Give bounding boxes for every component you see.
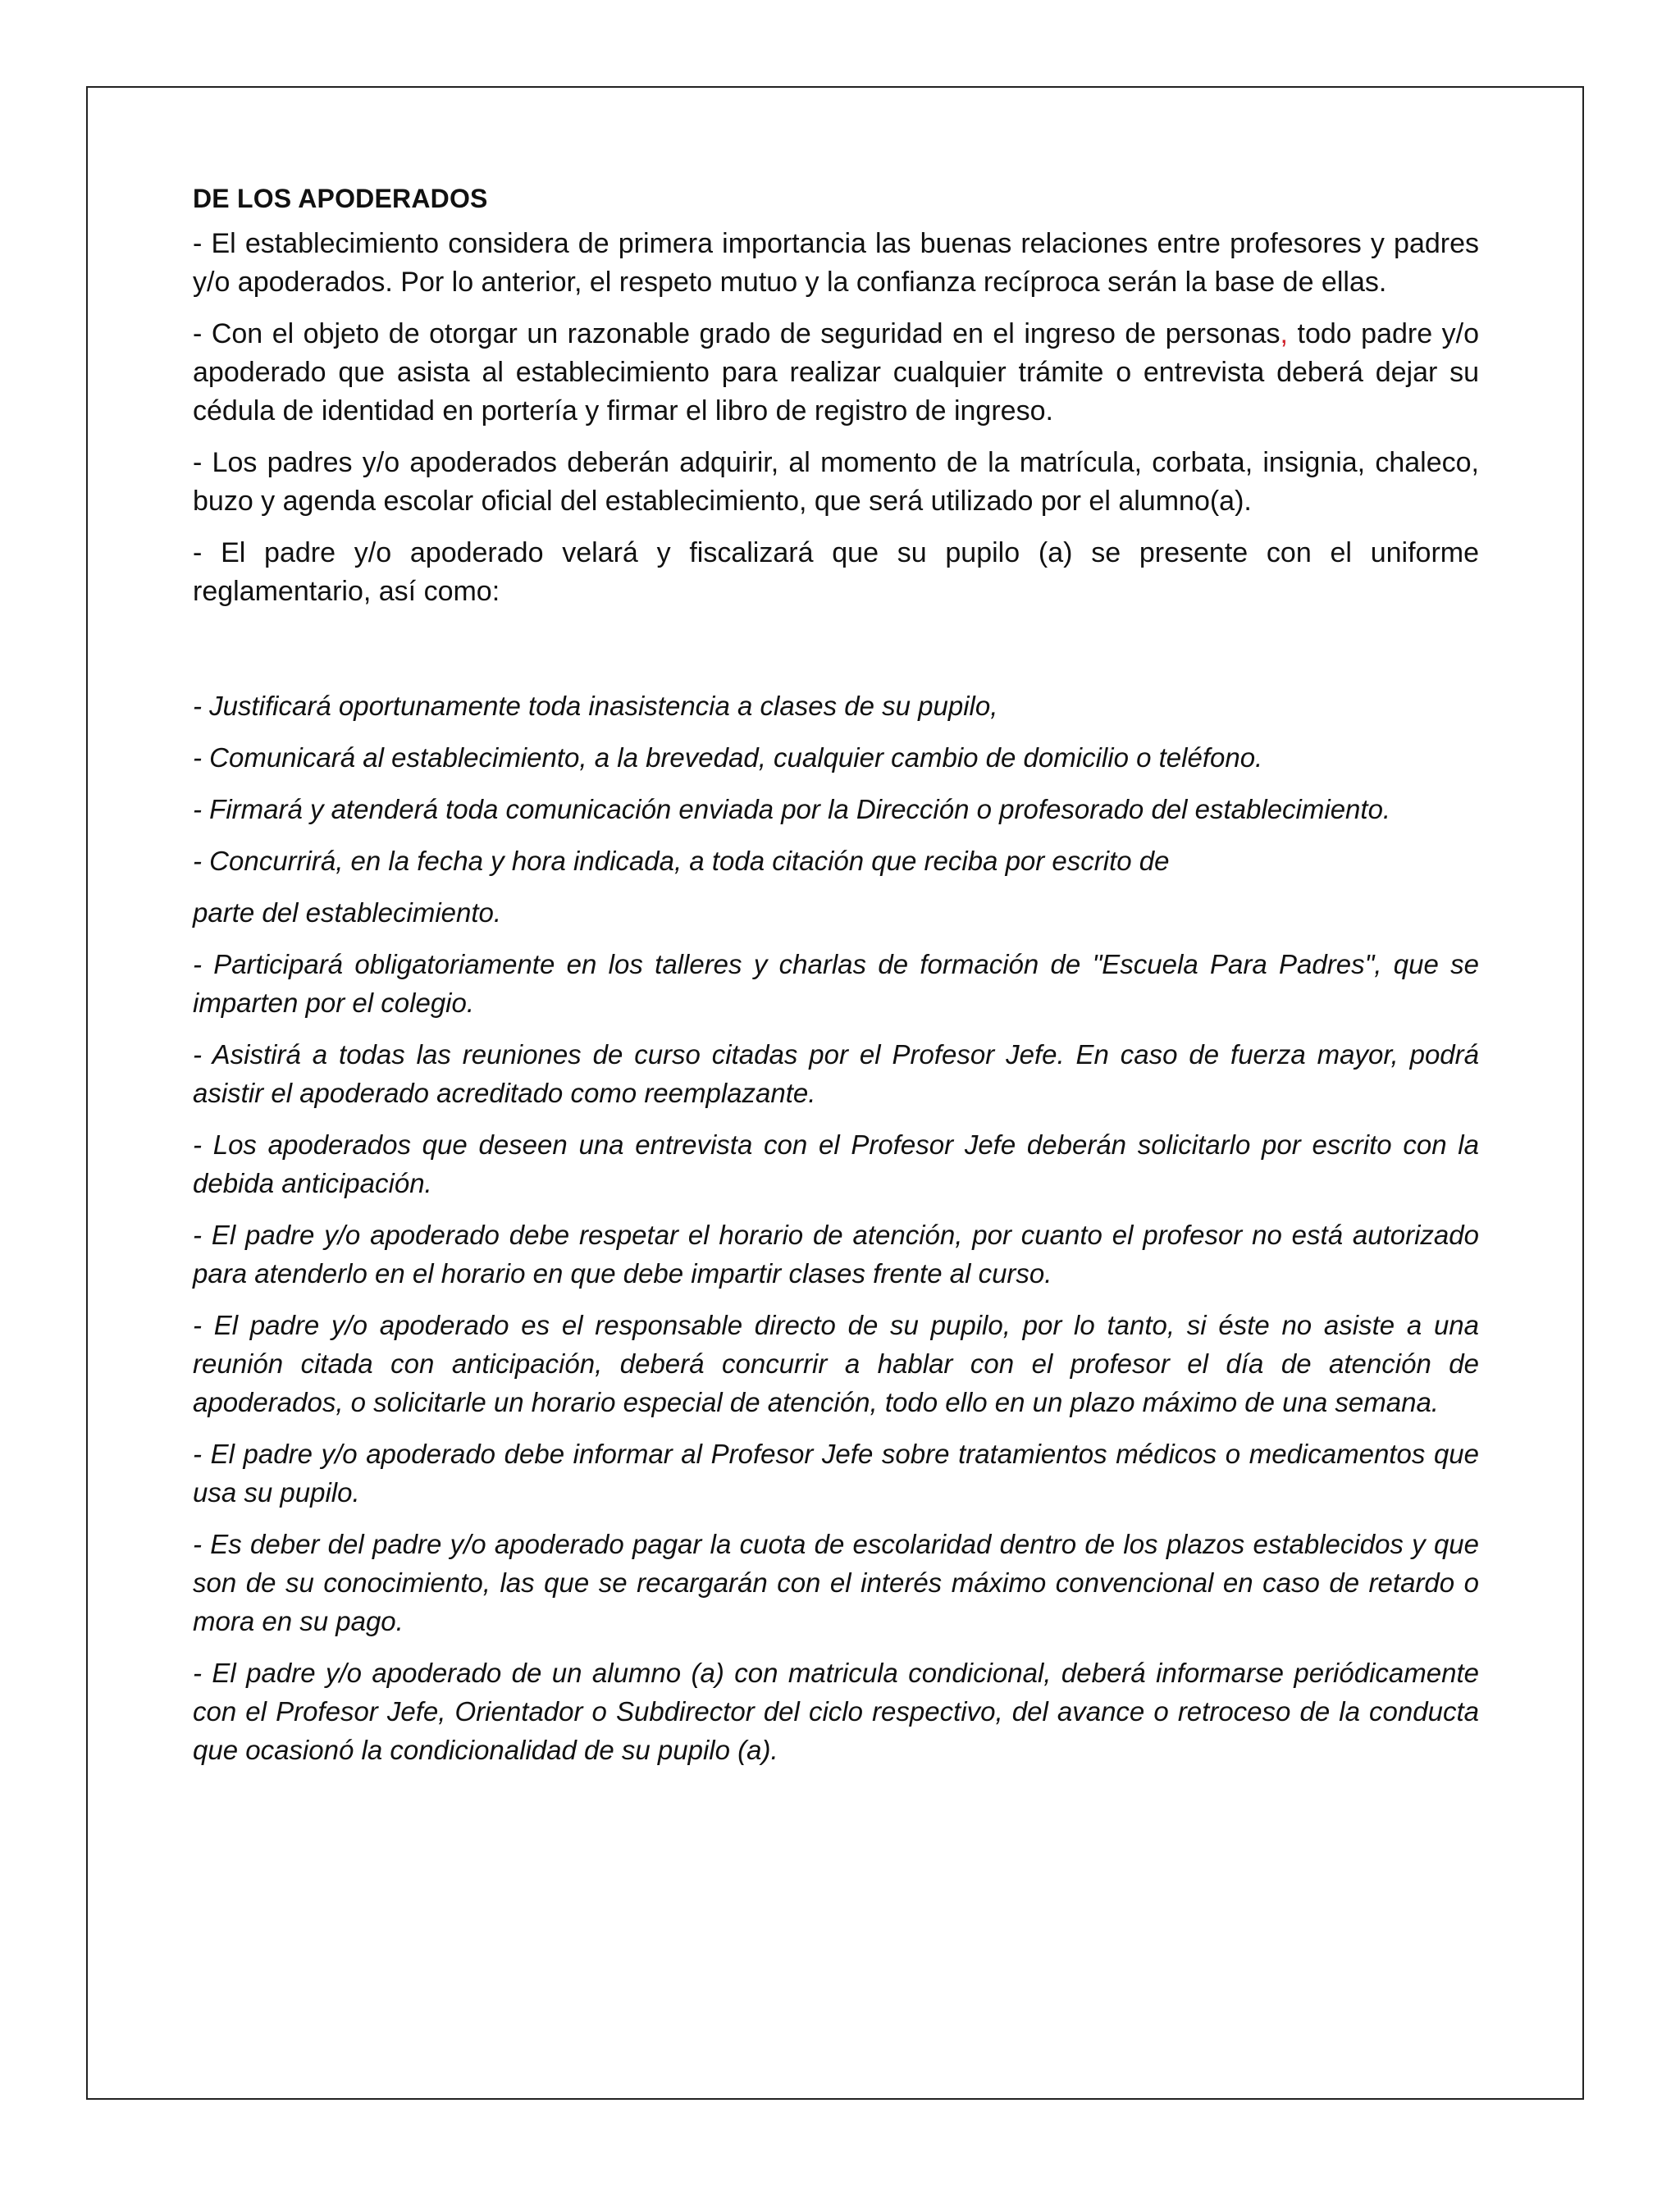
duty-item-communications: - Firmará y atenderá toda comunicación enviada por la Dirección o profesorado del establecimiento. <box>193 794 1391 824</box>
section-heading: DE LOS APODERADOS <box>193 184 488 213</box>
paragraph-relations: - El establecimiento considera de primera importancia las buenas relaciones entre profesores y padres y/o apoderados. Por lo anterior, el respeto mutuo y la confianza recíproca serán la base de ellas. <box>193 228 1479 298</box>
paragraph-uniform-oversight: - El padre y/o apoderado velará y fiscalizará que su pupilo (a) se presente con el uniforme reglamentario, así como: <box>193 537 1479 607</box>
paragraph-security-text: - Con el objeto de otorgar un razonable grado de seguridad en el ingreso de personas <box>193 318 1281 349</box>
duty-item-medical: - El padre y/o apoderado debe informar al Profesor Jefe sobre tratamientos médicos o medicamentos que usa su pupilo. <box>193 1439 1479 1508</box>
document-body <box>193 180 1479 1782</box>
duty-item-conditional: - El padre y/o apoderado de un alumno (a) con matricula condicional, deberá informarse periódicamente con el Profesor Jefe, Orientador o Subdirector del ciclo respectivo, del avance o retroceso de la conducta que ocasionó la condicionalidad de su pupilo (a). <box>193 1658 1479 1765</box>
paragraph-uniform-items: - Los padres y/o apoderados deberán adquirir, al momento de la matrícula, corbata, insignia, chaleco, buzo y agenda escolar oficial del establecimiento, que será utilizado por el alumno(a). <box>193 447 1479 517</box>
duty-item-contact-change: - Comunicará al establecimiento, a la brevedad, cualquier cambio de domicilio o teléfono. <box>193 742 1263 773</box>
spacer <box>193 624 1479 687</box>
duty-item-absence: - Justificará oportunamente toda inasistencia a clases de su pupilo, <box>193 691 998 721</box>
duty-item-schedule: - El padre y/o apoderado debe respetar el horario de atención, por cuanto el profesor no está autorizado para atenderlo en el horario en que debe impartir clases frente al curso. <box>193 1220 1479 1289</box>
paragraph-security-text-cont: todo padre y/o apoderado que asista al establecimiento para realizar cualquier trámite o entrevista deberá dejar su cédula de identidad en portería y firmar el libro de registro de ingreso. <box>193 318 1479 427</box>
highlighted-comma: , <box>1280 318 1298 349</box>
duty-item-interview: - Los apoderados que deseen una entrevista con el Profesor Jefe deberán solicitarlo por escrito con la debida anticipación. <box>193 1129 1479 1198</box>
duty-item-parent-school: - Participará obligatoriamente en los talleres y charlas de formación de "Escuela Para Padres", que se imparten por el colegio. <box>193 949 1479 1018</box>
duty-item-citation: - Concurrirá, en la fecha y hora indicada, a toda citación que reciba por escrito de <box>193 846 1170 876</box>
duty-item-meetings: - Asistirá a todas las reuniones de curso citadas por el Profesor Jefe. En caso de fuerza mayor, podrá asistir el apoderado acreditado como reemplazante. <box>193 1039 1479 1108</box>
duty-item-responsibility: - El padre y/o apoderado es el responsable directo de su pupilo, por lo tanto, si éste no asiste a una reunión citada con anticipación, deberá concurrir a hablar con el profesor el día de atención de apoderados, o solicitarle un horario especial de atención, todo ello en un plazo máximo de una semana. <box>193 1310 1479 1417</box>
paragraph-security <box>193 315 1479 431</box>
duty-item-fees: - Es deber del padre y/o apoderado pagar la cuota de escolaridad dentro de los plazos establecidos y que son de su conocimiento, las que se recargarán con el interés máximo convencional en caso de retardo o mora en su pago. <box>193 1529 1479 1636</box>
duty-item-citation-cont: parte del establecimiento. <box>193 897 502 928</box>
